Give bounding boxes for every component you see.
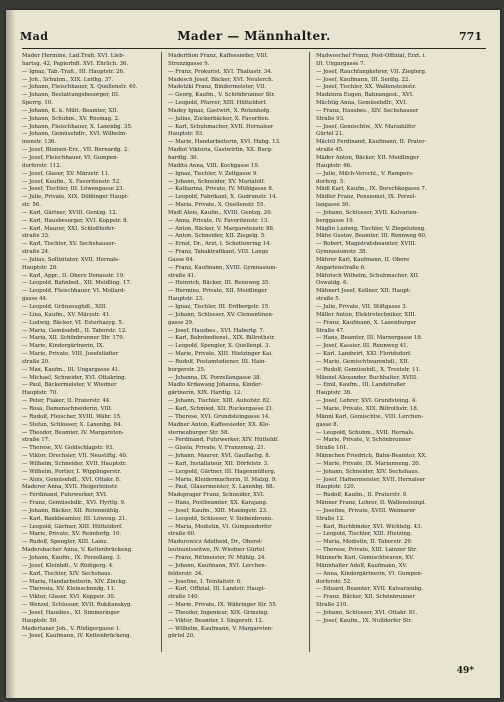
directory-entry: gasse 29. — [168, 319, 194, 326]
directory-entry: Madita Anna, VIII. Kochgasse 19. — [168, 162, 260, 169]
directory-entry: — Karl, Hausbesorger, XVI. Koppstr. 8. — [22, 217, 129, 224]
directory-entry: straße 41. — [168, 272, 196, 279]
directory-entry: — Johann, Bäcker, XII. Rotenmühlg. — [22, 507, 121, 514]
directory-entry: Mächtl Ferdinand, Kaufmann, II. Prater- — [316, 139, 427, 146]
directory-entry: — Franz, Hausbes., XIV. Sechshauser — [316, 107, 419, 114]
directory-entry: — Anton, Schneider, XII. Ziegelg. 5. — [168, 233, 266, 240]
directory-entry: — Therese, Private, XIII. Lainzer Str. — [316, 547, 418, 554]
directory-entry: — Franz, Kaufmann, X. Laxenburger — [316, 319, 417, 326]
directory-entry: Straße 210. — [316, 602, 349, 609]
directory-entry: — Karl, Gärtner, XVIII. Gentzg. 12. — [22, 209, 118, 216]
directory-entry: — Johann, Schlosser, XVI. Ottakr. 81. — [316, 609, 418, 616]
directory-entry: gasse 44. — [22, 296, 48, 303]
directory-entry: gürtel 20. — [168, 633, 195, 640]
directory-entry: Strozzigasse 9. — [168, 60, 210, 67]
directory-entry: — Karl, Appr., II. Obere Donaustr. 19. — [22, 272, 125, 279]
directory-entry: — Leopold, Tischler, XIII. Hietzing. — [316, 531, 412, 538]
directory-entry: — Karl, Landwirt, XXI. Floridsdorf. — [316, 351, 412, 358]
directory-entry: — Hans, Beamter, III. Marxergasse 18. — [316, 335, 423, 342]
directory-entry: hartsg. 42, Papierhdl. XVI. Ehrlich. 36. — [22, 60, 129, 67]
directory-entry: gasse 8. — [316, 421, 339, 428]
directory-entry: — Therese, XVI. Grundsteingasse 14. — [168, 413, 271, 420]
directory-entry: — Josef, Hafnermeister, XVII. Hernalser — [316, 476, 426, 483]
directory-entry: — Rudolf, Postamtsdiener, III. Hain- — [168, 358, 267, 365]
directory-entry: — Robert, Magistratsbeamter, XVIII. — [316, 241, 417, 248]
running-header — [18, 30, 490, 46]
directory-entry: Gymnasiumstr. 38. — [316, 249, 368, 256]
directory-entry: — Ignaz, Tischler, V. Zeltgasse 9. — [168, 170, 258, 177]
directory-entry: straße 24. — [22, 249, 50, 256]
directory-entry: — Wilhelm, Schneider, XVII. Hauptstr. — [22, 460, 127, 467]
directory-entry: — Josef, Kaufmann, IV. Kettenbrückeng. — [22, 633, 132, 640]
directory-entry: — Josef, Glaser, XV. Märzstr. 11. — [22, 170, 110, 177]
directory-entry: — Marie, Private, XV. Reindorfg. 10. — [22, 531, 122, 538]
directory-entry: Augartenstraße 6. — [316, 264, 366, 271]
directory-entry: — Maria, Handarbeiterin, XIV. Zinckg. — [22, 578, 128, 585]
directory-entry: — Therese, XV. Goldschlagstr. 93. — [22, 445, 115, 452]
directory-entry: Maderthon Franz, Kaffeesieder, VIII. — [168, 53, 269, 59]
directory-entry: — Rudolf, Gemüsehdl., X. Troststr. 11. — [316, 366, 421, 373]
directory-entry: — Josef, Lehrer, XVI. Grundsteing. 4. — [316, 398, 418, 405]
directory-entry: — Wilhelm, Portier, I. Wipplingerstr. — [22, 468, 122, 475]
directory-entry: — Josef, Kaufm., XIII. Maxingstr. 23. — [168, 507, 268, 514]
directory-entry: — Karl, Tischler, XIV. Sechshaus. — [22, 570, 113, 577]
directory-entry: straße 17. — [22, 437, 50, 444]
directory-entry: inenstr. 136. — [22, 139, 57, 146]
directory-entry: — Michael, Schneider, XVI. Ottakring. — [22, 374, 127, 381]
directory-entry: — Viktor, Glaser, XVI. Koppstr. 30. — [22, 594, 116, 601]
directory-entry: dorferstr. 52. — [316, 578, 352, 585]
directory-entry: Mährer Karl, Kaufmann, II. Obere — [316, 256, 410, 263]
directory-entry: Straße 93. — [316, 115, 345, 122]
directory-entry: — Leopold, Pfarrer, XIII. Hütteldorf. — [168, 100, 267, 107]
directory-entry: — Josef, Hausbes., XI. Simmeringer — [22, 609, 120, 616]
directory-entry: — Marie, Private, IX. Währinger Str. 55. — [168, 602, 278, 609]
header-left-label: Mad — [20, 30, 49, 43]
directory-entry: Mäder Anton, Bäcker, XII. Meidlinger — [316, 154, 419, 161]
directory-entry: straße 60. — [168, 531, 196, 538]
directory-entry: — Georg, Kaufm., V. Schönbrunner Str. — [168, 92, 276, 99]
directory-entry: — Marie, Gemischtwarenhdl., XII. — [316, 358, 410, 365]
column-divider-1 — [161, 52, 162, 652]
directory-entry: — Gisela, Private, V. Franzensg. 21. — [168, 445, 266, 452]
column-2 — [168, 53, 302, 641]
directory-entry: Madwoschef Franz, Post-Offizial, Erzt. i. — [316, 53, 427, 59]
directory-entry: — Maria, Modistin, II. Taborstr. 29. — [316, 539, 413, 546]
directory-entry: Mähnert Josef, Kellner, XII. Haupt- — [316, 288, 411, 295]
directory-entry: — Julie, Milch-Verschl., V. Rampers- — [316, 170, 414, 177]
directory-entry: — Franz, Bäcker, XII. Schönbrunner — [316, 594, 416, 601]
directory-entry: Hauptstr. 28. — [22, 264, 58, 271]
column-divider-2 — [309, 52, 310, 652]
directory-entry: — Karl, Bahnbedienst., XIX. Billrothstr. — [168, 335, 276, 342]
directory-entry: — Karl, Maurer, XXI. Schloßhofer- — [22, 225, 116, 232]
directory-entry: — Franz, Prokurist, XVI. Thaliastr. 34. — [168, 68, 273, 75]
directory-entry: — Paul, Bäckermeister, V. Wiedner — [22, 382, 117, 389]
directory-entry: Mäglin Ludwig, Tischler, V. Ziegelofeng. — [316, 225, 426, 232]
directory-entry: — Anton, Bäcker, V. Margaretenstr. 88. — [168, 225, 275, 232]
directory-entry: — Karl, Offizial, III. Landstr. Haupt- — [168, 586, 266, 593]
directory-entry: — Hermine, Private, XII. Meidlinger — [168, 288, 268, 295]
directory-entry: Männel Alexander, Buchhalter, XVIII. — [316, 374, 418, 381]
directory-entry: — Franz, Rittmeister, IV. Mühlg. 24. — [168, 555, 267, 561]
directory-entry: — Marie, Private, V. Schönbrunner — [316, 437, 412, 444]
directory-entry: — Ferdinand, Fuhrwerker, XVI. — [22, 492, 108, 499]
directory-entry: Mädl Karl, Kaufm., IX. Borschkegasse 7. — [316, 186, 427, 193]
directory-entry: Hauptstr. 66. — [316, 162, 352, 169]
directory-entry: — Josef, Kaufm., IX. Nußdorfer Str. — [316, 617, 413, 624]
directory-entry: — Josef, Kaufmann, III. Seidlg. 22. — [316, 76, 411, 83]
directory-entry: Madlo Krdawang Johanna, Kinder- — [168, 382, 263, 389]
directory-entry: Mähe Gustav, Beamter, III. Rennweg 60. — [316, 233, 427, 240]
directory-entry: Männl Karl, Gemischtw., VIII. Lerchen- — [316, 413, 423, 420]
directory-page — [6, 10, 500, 698]
directory-entry: Männerle Karl, Gemischtwaren, XV. — [316, 555, 414, 561]
directory-entry: — Johann, Gemüsehdlr., XVI. Wilhelm- — [22, 131, 127, 138]
directory-entry: — Johann, Kaufm., IX. Porzellang. 3. — [22, 555, 122, 561]
directory-entry: — Wenzel, Schlosser, XVII. Rokitanskyg. — [22, 602, 133, 609]
directory-entry: Mädler Franz, Pensionist, IX. Porzel- — [316, 194, 417, 201]
directory-entry: — Rudolf, Fleischer, XVIII. Währ. 15. — [22, 413, 122, 420]
directory-entry: burgerstr. 25. — [168, 366, 206, 373]
directory-entry: sterneuburger Str. 58. — [168, 429, 230, 436]
header-title: Mader — Männhalter. — [177, 29, 331, 43]
directory-entry: Mäller Anton, Elektrotechniker, XIII. — [316, 311, 417, 318]
directory-entry: — Johann, K. k. Milit.-Beamter, XII. — [22, 107, 119, 114]
directory-entry: Mährisch Wilhelm, Schuhmacher, XII. — [316, 272, 420, 279]
directory-entry: Hauptstr. 120. — [316, 484, 356, 491]
directory-entry: straße 45. — [316, 147, 344, 154]
directory-entry: — Josef, Hausbes., XVI. Haberlg. 7. — [168, 327, 265, 334]
directory-entry: felderstr. 34. — [168, 570, 204, 577]
directory-entry: — Marie, Handarbeiterin, XVI. Hubg. 13. — [168, 139, 281, 146]
directory-entry: — Ludwig, Bäcker, VI. Esterhazyg. 5. — [22, 319, 124, 326]
directory-entry: — Josef, Gemischtw., XV. Mariahilfer — [316, 123, 416, 130]
directory-entry: Straße 101. — [316, 445, 349, 452]
directory-entry: — Theodor, Beamter, IV. Margareten- — [22, 429, 124, 436]
page-number: 771 — [459, 30, 482, 43]
directory-entry: — Karl, Schuhmacher, XVII. Hernalser — [168, 123, 274, 130]
directory-entry: dorferg. 5. — [316, 178, 346, 185]
directory-entry: — Heinrich, Bäcker, III. Rennweg 35. — [168, 280, 271, 287]
directory-entry: — Ignaz, Tab.-Trafi., III. Hauptstr. 26. — [22, 68, 125, 75]
directory-entry: dorferstr. 112. — [22, 162, 62, 169]
directory-entry: — Josef, Kleinhdl., V. Rüdigerg. 4. — [22, 562, 114, 569]
directory-entry: Madey Ignaz, Gastwirt, X. Rotenhofg. — [168, 107, 271, 114]
directory-entry: — Karl, Tischler, XV. Sechshauser- — [22, 241, 116, 248]
directory-entry: langasse 30. — [316, 202, 351, 209]
directory-entry: — Leopold, Spengler, X. Quellenpl. 3. — [168, 343, 271, 350]
directory-entry: — Joh., Schuhm., XIX. Leithg. 37. — [22, 76, 114, 83]
directory-entry: — Viktor, Beamter, I. Singerstr. 12. — [168, 617, 264, 624]
directory-entry: — Ignaz, Tischler, III. Erdbergstr. 15. — [168, 304, 270, 310]
directory-entry: — Rudolf, Kaufm., II. Praterstr. 9. — [316, 492, 408, 499]
directory-entry: — Marie, Private, XIII. Hietzinger Kai. — [168, 351, 273, 358]
directory-entry: — Emil, Kaufm., III. Landstraßer — [316, 382, 406, 389]
directory-entry: — Johanna, IX. Porzellangasse 38. — [168, 374, 262, 381]
directory-entry: — Katharina, Private, IV. Mühlgasse 8. — [168, 186, 274, 193]
directory-entry: — Leopold, Schuhm., XVII. Hernals. — [316, 429, 415, 436]
directory-entry: Madiot Viktoria, Gastwirtin, XX. Burg- — [168, 147, 273, 154]
directory-entry: — Josef, Kaufm., X. Favoritenstr. 52. — [22, 178, 121, 185]
directory-entry: — Maria, Gemüsehdl., II. Taborstr. 12. — [22, 327, 127, 334]
directory-entry: — Hans, Postbeamter, XX. Karajang. — [168, 500, 268, 507]
directory-entry: Straße 47. — [316, 327, 345, 334]
directory-entry: — Rosa, Damenschneiderin, VIII. — [22, 405, 113, 412]
directory-entry: — Maria, Modistin, VI. Gumpendorfer — [168, 523, 272, 530]
directory-entry: Männhalter Adolf, Kaufmann, XV. — [316, 562, 408, 569]
column-3 — [316, 53, 450, 626]
directory-entry: — Peter, Fiaker, II. Praterstr. 44. — [22, 398, 111, 405]
directory-entry: — Johann, Schuhm., XV. Rosinag. 2. — [22, 115, 120, 122]
directory-entry: — Leopold, Gärtner, III. Hagenmüllerg. — [168, 468, 276, 475]
directory-entry: straße 140. — [168, 594, 200, 601]
directory-entry: — Lina, Kaufm., XV. Märzstr. 41. — [22, 311, 111, 318]
directory-entry: — Max, Kaufm., III. Ungargasse 41. — [22, 366, 121, 373]
directory-entry: — Ernst, Dr., Arzt, I. Schottenring 14. — [168, 241, 272, 248]
directory-entry: — Leopold, Fabrikant, X. Gudrunstr. 14. — [168, 194, 278, 201]
directory-entry: — Josef, Blumen-Erz., VII. Bernardg. 2. — [22, 147, 129, 154]
header-rule — [22, 48, 486, 49]
directory-entry: Hauptstr. 70. — [22, 390, 58, 397]
directory-entry: — Johann, Fleischhauer, X. Laxenbg. 35. — [22, 123, 133, 130]
directory-entry: Mader Hermine, Lad.Trafi. XVI. Lieb- — [22, 53, 125, 59]
directory-entry: — Viktor, Drechsler, VII. Neustiftg. 40. — [22, 453, 128, 460]
directory-entry: — Karl, Bankbeamter, III. Löweng. 21. — [22, 515, 128, 522]
directory-entry: — Johann, Schlosser, XVII. Kalvarien- — [316, 209, 419, 216]
directory-entry: — Johann, Schneider, XIV. Sechshaus. — [316, 468, 420, 475]
directory-entry: gärtnerin, XIX. Hardtg. 12. — [168, 390, 243, 397]
directory-entry: — Eduard, Beamter, XVII. Kalvarienbg. — [316, 586, 424, 593]
directory-entry: — Maria, Private, X. Quellenstr. 55. — [168, 202, 266, 209]
directory-entry: — Leopold, Bahnbed., XII. Meidling. 17. — [22, 280, 132, 287]
sheet-number: 49* — [456, 666, 474, 676]
directory-entry: — Johann, Tischler, XIII. Auhofstr. 82. — [168, 398, 272, 405]
directory-entry: Hauptstr. 36. — [316, 390, 352, 397]
directory-entry: Hauptstr. 23. — [168, 296, 204, 303]
directory-entry: Madurowicz Adelheid, Dr., Oberst- — [168, 539, 263, 546]
directory-entry: leutnantswitwe, IV. Wiedner Gürtel. — [168, 547, 266, 554]
directory-entry: — Julius, Zuckerbäcker, X. Favoriten. — [168, 115, 270, 122]
directory-entry: — Anna, Private, IV. Favoritenstr. 13. — [168, 217, 269, 224]
directory-entry: Straße 12. — [316, 515, 345, 522]
directory-entry: — Johann, Kaufmann, XVI. Lerchen- — [168, 562, 267, 569]
directory-entry: III. Ungargasse 7. — [316, 60, 366, 67]
directory-entry: Männchen Friedrich, Bahn-Beamter, XX. — [316, 453, 428, 460]
directory-entry: Madzinra Eugen, Bahnangest., XVI. — [316, 92, 414, 99]
directory-entry: Sperrg. 10. — [22, 100, 53, 107]
directory-entry: — Franz, Gemüsehdlr., XVI. Hyrtlg. 9. — [22, 500, 126, 507]
directory-entry: Mächtig Anna, Gemüsehdlr., XVI. — [316, 100, 408, 107]
directory-entry: Madersbacher Anna, V. Kettenbrückeng. — [22, 547, 133, 554]
directory-entry: — Wilhelm, Kaufmann, V. Margareten- — [168, 625, 274, 632]
directory-entry: — Franz, Kaufmann, XVIII. Gymnasium- — [168, 264, 278, 271]
directory-entry: Madner Anton, Kaffeesieder, XX. Klo- — [168, 421, 270, 428]
directory-entry: — Leopold, Fleischhauer, VI. Mollard- — [22, 288, 126, 295]
directory-entry: — Leopold, Schlosser, V. Siebenbrunn. — [168, 515, 273, 522]
directory-entry: — Ferdinand, Fuhrwerker, XIV. Hütteldf. — [168, 437, 279, 444]
directory-entry: Madl Alois, Kaufm., XVIII. Gentzg. 20. — [168, 209, 273, 216]
directory-entry: — Marie, Private, IX. Marianneng. 20. — [316, 460, 421, 467]
directory-entry: Oswaldg. 6. — [316, 280, 349, 287]
directory-entry: Männer Franz, Lehrer, II. Wallensteinpl. — [316, 500, 427, 507]
directory-entry: — Johann, Bestattungsbesorger, III. — [22, 92, 120, 99]
directory-entry: — Julie, Private, VII. Stiftgasse 3. — [316, 304, 408, 310]
directory-entry: — Theodor, Ingenieur, XIX. Grinzing. — [168, 609, 269, 616]
directory-entry: — Leopold, Gärtner, XIII. Hütteldorf. — [22, 523, 123, 530]
directory-entry: — Johann, Fleischhauer, X. Quellenstr. 40. — [22, 84, 138, 91]
directory-entry: — Marie, Private, VIII. Josefstädter — [22, 351, 119, 358]
directory-entry: — Leopold, Grünzeughdl., XIII. — [22, 304, 107, 310]
directory-entry: — Julius, Sollizitator, XVII. Hernals- — [22, 256, 120, 263]
directory-entry: Madsprager Franz, Schneider, XVI. — [168, 492, 265, 499]
directory-entry: — Johann, Maurer, XVI. Gaullachg. 8. — [168, 453, 271, 460]
directory-entry: Madesch Josef, Bäcker, XVI. Neulerch. — [168, 76, 274, 83]
directory-entry: Gürtel 21. — [316, 131, 344, 138]
directory-entry: — Stefan, Schlosser, X. Laxenbg. 84. — [22, 421, 123, 428]
directory-entry: hardtg. 30. — [168, 154, 199, 161]
column-1 — [22, 53, 152, 641]
directory-entry: straße 20. — [22, 358, 50, 365]
directory-entry: — Josef, Tischler, III. Löwengasse 23. — [22, 186, 125, 193]
directory-entry: — Josef, Fleischhauer, VI. Gumpen- — [22, 154, 119, 161]
directory-entry: — Josefine, Private, XVIII. Weimarer — [316, 507, 416, 514]
directory-entry: — Karl, Buchbinder, XVI. Wichtelg. 43. — [316, 523, 423, 530]
directory-entry: straße 33. — [22, 233, 50, 240]
directory-entry: str. 56. — [22, 202, 41, 209]
directory-entry: — Marie, Private, XIX. Billrothstr. 18. — [316, 405, 419, 412]
directory-entry: — Rudolf, Spengler, XIII. Lainz. — [22, 539, 109, 546]
directory-entry: — Alois, Gemüsehdl., XVI. Ottakr. 8. — [22, 476, 121, 483]
directory-entry: Maderer Anna, XVII. Heigerleinstr. — [22, 484, 118, 491]
directory-entry: — Theresia, XV. Kleinschmidg. 11. — [22, 586, 116, 593]
directory-entry: berggasse 19. — [316, 217, 355, 224]
directory-entry: — Paul, Glasermeister, X. Laxenbg. 88. — [168, 484, 275, 491]
directory-entry: — Anna, Kindergärtnerin, VI. Gumpen- — [316, 570, 423, 577]
directory-entry: — Maria, XII. Schönbrunner Str. 179. — [22, 335, 125, 342]
directory-entry: — Marie, Kindergärtnerin, IX. — [22, 343, 105, 350]
directory-entry: Hauptstr. 93. — [168, 131, 204, 138]
directory-entry: Madertaner Joh., V. Rüdigergasse 1. — [22, 625, 121, 632]
directory-entry: — Josefine, I. Teinfaltstr. 6. — [168, 578, 242, 585]
directory-entry: Madetzki Franz, Bindermeister, VII. — [168, 84, 267, 91]
directory-entry: — Johann, Schlosser, XV. Clementinen- — [168, 311, 274, 318]
directory-entry: straße 5. — [316, 296, 341, 303]
directory-entry: — Josef, Rauchfangkehrer, VII. Zieglerg. — [316, 68, 427, 75]
directory-entry: Hauptstr. 50. — [22, 617, 58, 624]
directory-entry: — Josef, Tischler, XX. Wallensteinstr. — [316, 84, 417, 91]
directory-entry: — Josef, Kassier, III. Rennweg 41. — [316, 343, 409, 350]
directory-entry: — Franz, Tabaktrafikant, VIII. Lange — [168, 249, 269, 256]
directory-entry: — Julie, Private, XIX. Döblinger Haupt- — [22, 194, 129, 201]
directory-entry: — Karl, Schmied, XII. Ruckergasse 21. — [168, 405, 274, 412]
directory-entry: Gasse 64. — [168, 256, 195, 263]
directory-entry: — Maria, Kleidermacherin, II. Malzg. 9. — [168, 476, 277, 483]
directory-entry: — Karl, Installateur, XII. Dörfelstr. 3. — [168, 460, 269, 467]
directory-entry: — Johann, Schneider, XV. Mariahilf. — [168, 178, 266, 185]
